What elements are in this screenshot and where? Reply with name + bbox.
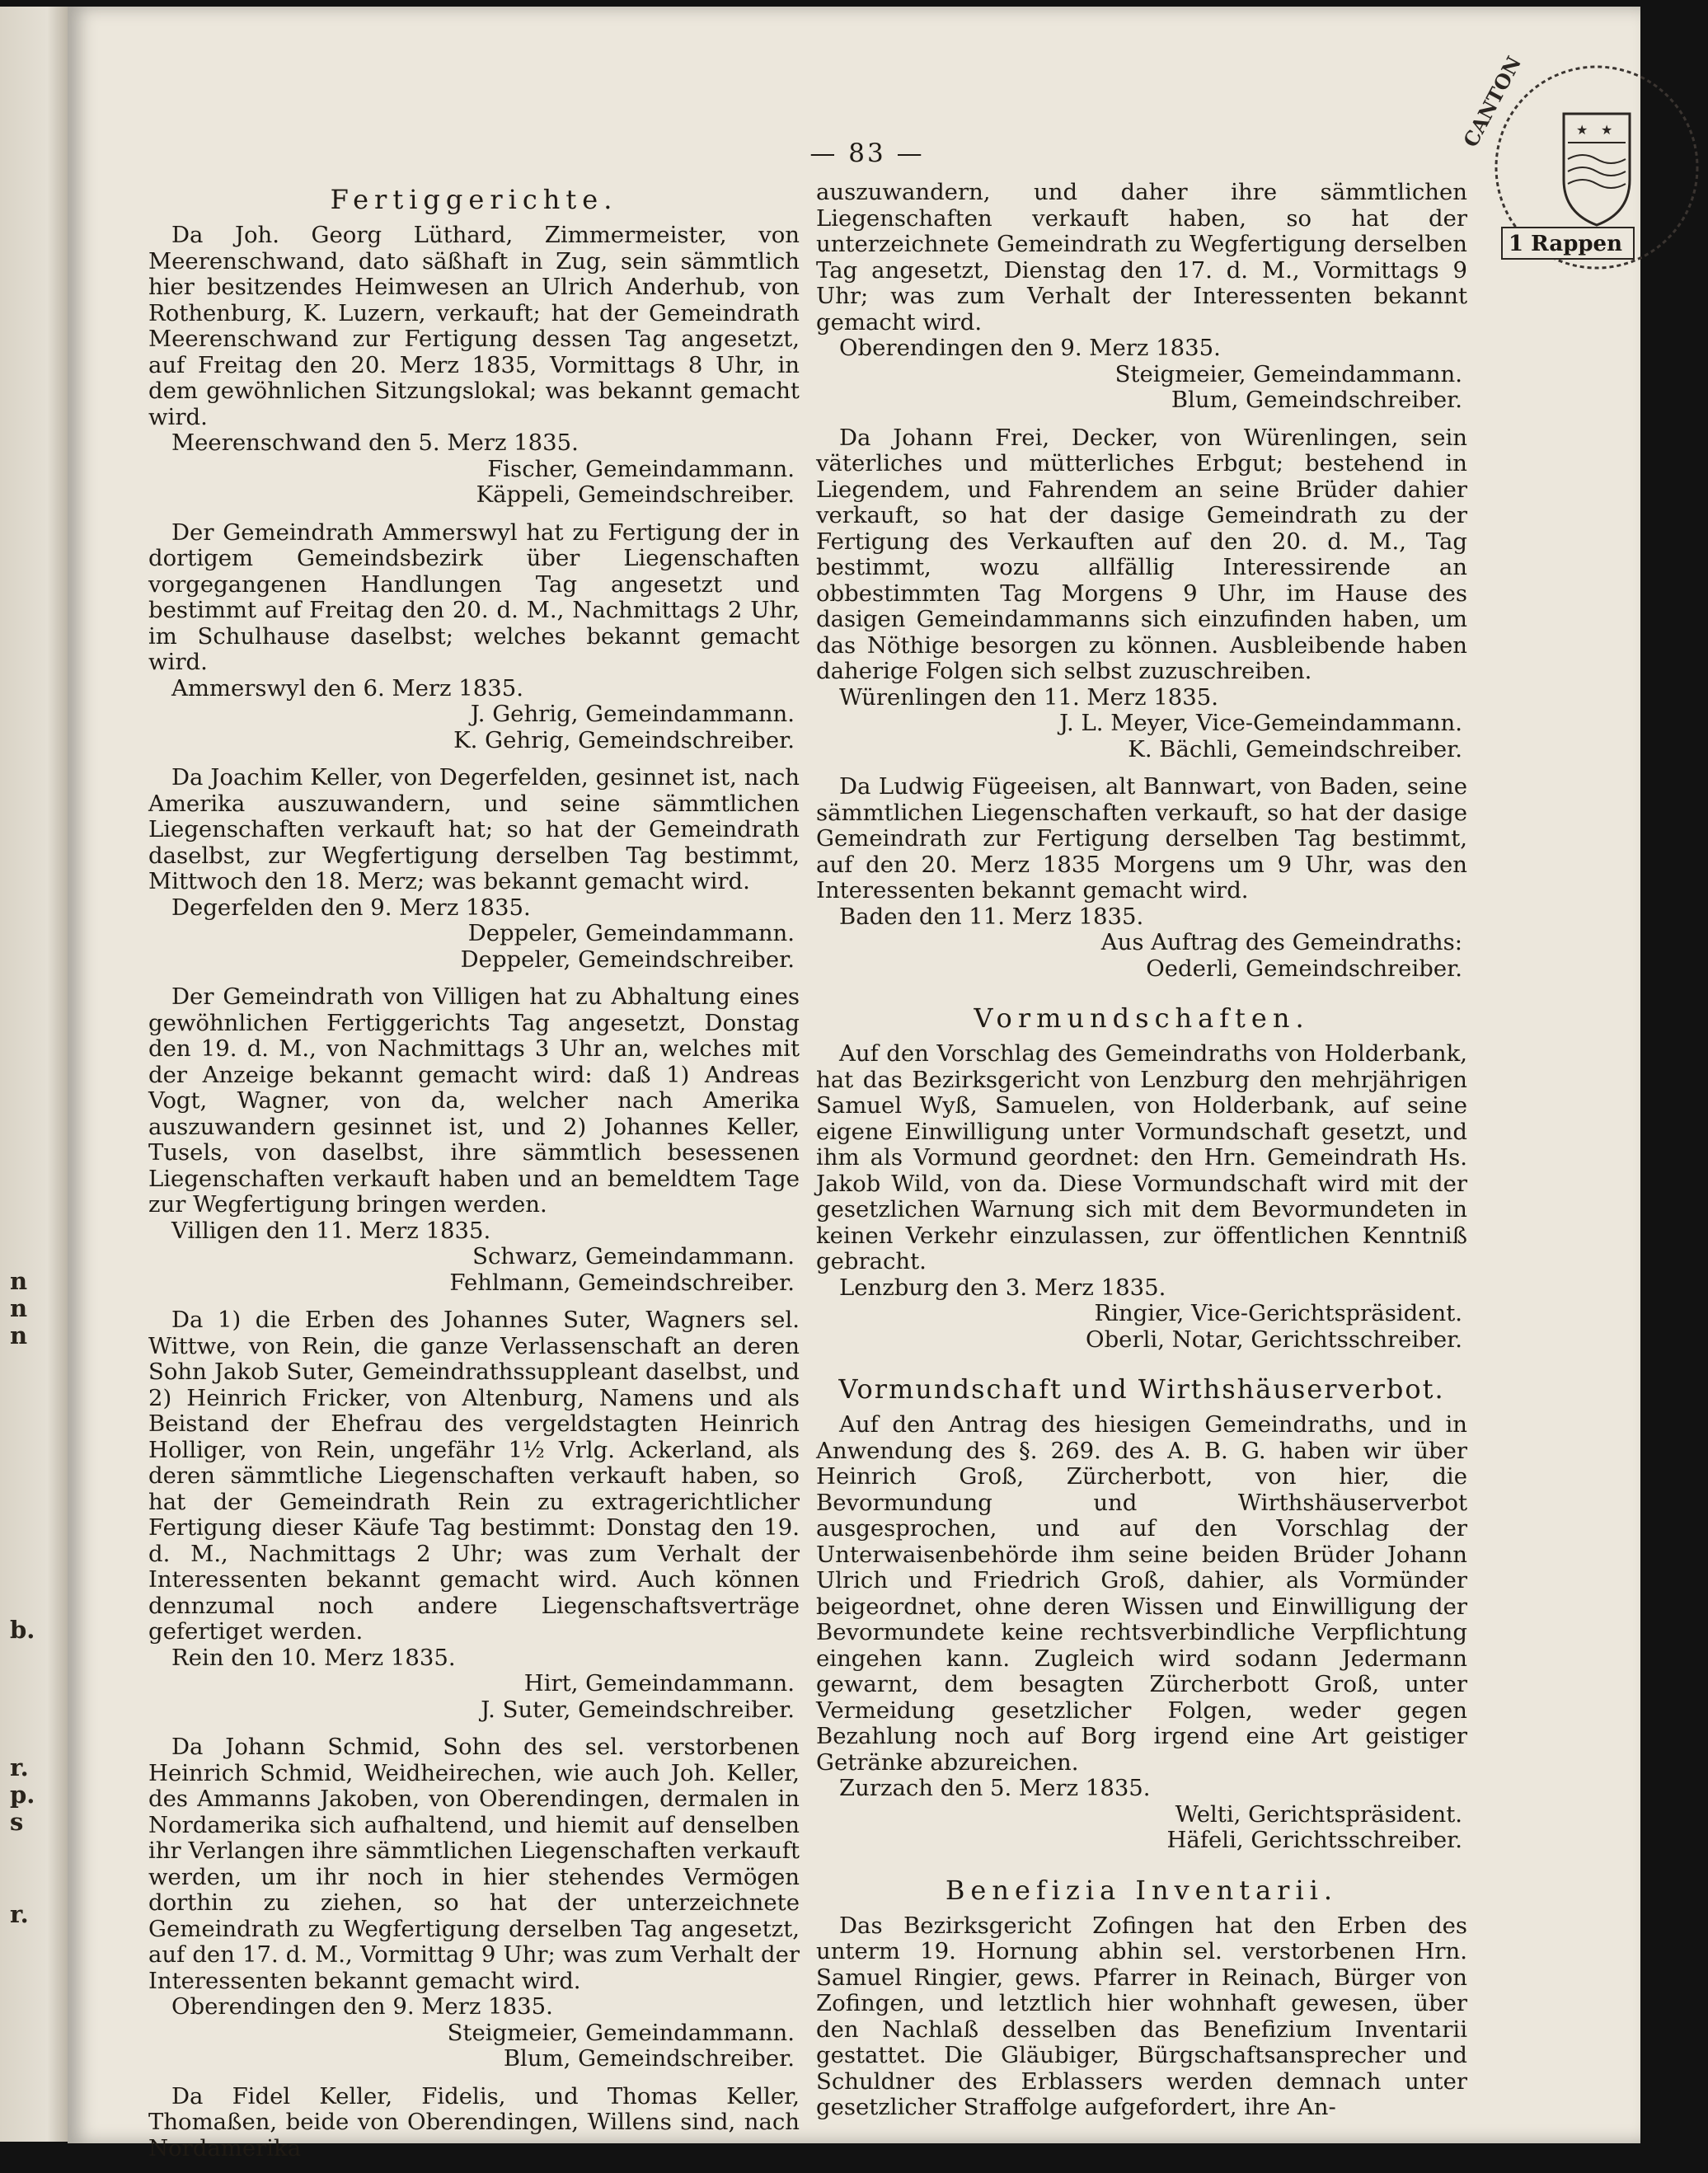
notice — [148, 520, 800, 754]
notice-place-date: Villigen den 11. Merz 1835. — [171, 1217, 491, 1244]
section-heading: Vormundschaften. — [974, 1002, 1310, 1034]
notice-text: Da Johann Schmid, Sohn des sel. verstorbenen Heinrich Schmid, Weidheirechen, wie auch Joh. Keller, des Ammanns Jakoben, von Oberendingen, dermalen in Nordamerika sich aufhaltend, und hiemit auf denselben ihr Verlangen ihre sämmtlichen Liegenschaften verkauft werden, um ihr noch in hier stehendes Vermögen dorthin zu ziehen, so hat der unterzeichnete Gemeindrath zu Wegfertigung derselben Tag angesetzt, auf den 17. d. M., Vormittag 9 Uhr; was zum Verhalt der Interessenten bekannt gemacht wird. — [148, 1734, 800, 1994]
signature: J. Suter, Gemeindschreiber. — [481, 1696, 795, 1723]
previous-page-edge — [0, 7, 68, 2142]
signature: Schwarz, Gemeindammann. — [472, 1243, 795, 1270]
notice-place-date: Ammerswyl den 6. Merz 1835. — [171, 674, 524, 702]
notice-place-date: Oberendingen den 9. Merz 1835. — [171, 1993, 553, 2020]
prev-page-fragment: n — [10, 1321, 28, 1349]
signature: Oberli, Notar, Gerichtsschreiber. — [1086, 1326, 1462, 1353]
signature: K. Gehrig, Gemeindschreiber. — [453, 726, 795, 753]
notice-text: Auf den Antrag des hiesigen Gemeindraths, und in Anwendung des §. 269. des A. B. G. haben wir über Heinrich Groß, Zürcherbott, von hier, die Bevormundung und Wirthshäuserverbot ausgesprochen, und auf den Vorschlag der Unterwaisenbehörde ihm seine beiden Brüder Johann Ulrich und Friedrich Groß, dahier, als Vormünder beigeordnet, ohne deren Wissen und Einwilligung der Bevormundete keine rechtsverbindliche Verpflichtung eingehen kann. Zugleich wird sodann Jedermann gewarnt, dem besagten Zürcherbott Groß, unter Vermeidung gesetzlicher Folgen, weder gegen Bezahlung noch auf Borg irgend eine Art geistiger Getränke abzureichen. — [816, 1411, 1467, 1776]
notice-place-date: Würenlingen den 11. Merz 1835. — [839, 683, 1218, 711]
notice-place-date: Rein den 10. Merz 1835. — [171, 1644, 456, 1671]
signature: Aus Auftrag des Gemeindraths: — [1100, 929, 1462, 955]
signature: Deppeler, Gemeindammann. — [467, 920, 795, 946]
prev-page-fragment: b. — [10, 1616, 35, 1644]
stamp-value-text: 1 Rappen — [1509, 232, 1622, 256]
stamp-top-text: CANTON — [1458, 52, 1527, 152]
notice-place-date: Degerfelden den 9. Merz 1835. — [171, 894, 531, 921]
signature: Häfeli, Gerichtsschreiber. — [1166, 1827, 1462, 1853]
notice-text: Da Joh. Georg Lüthard, Zimmermeister, von Meerenschwand, dato säßhaft in Zug, sein sämmtlich hier besitzendes Heimwesen an Ulrich Anderhub, von Rothenburg, K. Luzern, verkauft; hat der Gemeindrath Meerenschwand zur Fertigung dessen Tag angesetzt, auf Freitag den 20. Merz 1835, Vormittags 8 Uhr, in dem gewöhnlichen Sitzungslokal; was bekannt gemacht wird. — [148, 222, 800, 430]
prev-page-fragment: s — [10, 1808, 24, 1836]
signature: Deppeler, Gemeindschreiber. — [460, 946, 795, 973]
signature: K. Bächli, Gemeindschreiber. — [1128, 735, 1462, 763]
notice-text: Da Fidel Keller, Fidelis, und Thomas Keller, Thomaßen, beide von Oberendingen, Willens sind, nach Nordamerika — [148, 2082, 800, 2161]
notice-place-date: Zurzach den 5. Merz 1835. — [839, 1775, 1151, 1801]
section-heading: Fertiggerichte. — [330, 184, 618, 215]
section-heading: Vormundschaft und Wirthshäuserverbot. — [838, 1373, 1445, 1405]
prev-page-fragment: p. — [10, 1781, 35, 1809]
signature: Käppeli, Gemeindschreiber. — [476, 481, 795, 508]
signature: Ringier, Vice-Gerichtspräsident. — [1094, 1300, 1462, 1326]
notice-place-date: Oberendingen den 9. Merz 1835. — [839, 335, 1221, 361]
notice-text: Der Gemeindrath Ammerswyl hat zu Fertigung der in dortigem Gemeindsbezirk über Liegenschaften vorgegangenen Handlungen Tag angesetzt und bestimmt auf Freitag den 20. d. M., Nachmittags 2 Uhr, im Schulhause daselbst; welches bekannt gemacht wird. — [148, 519, 800, 675]
notice-text: Der Gemeindrath von Villigen hat zu Abhaltung eines gewöhnlichen Fertiggerichts Tag angesetzt, Donstag den 19. d. M., von Nachmittags 3 Uhr an, welches mit der Anzeige bekannt gemacht wird: daß 1) Andreas Vogt, Wagner, von da, welcher nach Amerika auszuwandern gesinnet ist, und 2) Johannes Keller, Tusels, von daselbst, ihre sämmtlich besessenen Liegenschaften verkauft haben und an bemeldtem Tage zur Wegfertigung bringen werden. — [148, 983, 800, 1218]
notice-place-date: Lenzburg den 3. Merz 1835. — [839, 1274, 1166, 1301]
svg-text:★: ★ — [1601, 122, 1613, 138]
notice — [816, 1913, 1467, 2121]
signature: Blum, Gemeindschreiber. — [1171, 387, 1462, 413]
signature: Steigmeier, Gemeindammann. — [447, 2019, 795, 2046]
section-heading: Benefizia Inventarii. — [945, 1874, 1339, 1906]
prev-page-fragment: r. — [10, 1900, 29, 1928]
signature: Oederli, Gemeindschreiber. — [1146, 955, 1462, 982]
notice-text: auszuwandern, und daher ihre sämmtlichen Liegenschaften verkauft haben, so hat der unterzeichnete Gemeindrath zu Wegfertigung derselben Tag angesetzt, Dienstag den 17. d. M., Vormittags 9 Uhr; was zum Verhalt der Interessenten bekannt gemacht wird. — [816, 179, 1467, 336]
notice-text: Da Ludwig Fügeeisen, alt Bannwart, von Baden, seine sämmtlichen Liegenschaften verkauft, so hat der dasige Gemeindrath zur Fertigung derselben Tag bestimmt, auf den 20. Merz 1835 Morgens um 9 Uhr, was den Interessenten bekannt gemacht wird. — [816, 773, 1467, 903]
signature: Welti, Gerichtspräsident. — [1175, 1800, 1462, 1828]
signature: Fischer, Gemeindammann. — [487, 455, 795, 482]
right-column — [816, 180, 1467, 2133]
notice — [148, 2084, 800, 2162]
notice-text: Da 1) die Erben des Johannes Suter, Wagners sel. Wittwe, von Rein, die ganze Verlassenschaft an deren Sohn Jakob Suter, Gemeindrathssuppleant daselbst, und 2) Heinrich Fricker, von Altenburg, Namens und als Beistand der Ehefrau des vergeldstagten Heinrich Holliger, von Rein, ungefähr 1½ Vrlg. Ackerland, als deren sämmtliche Liegenschaften verkauft haben, so hat der Gemeindrath Rein zu extragerichtlicher Fertigung dieser Käufe Tag bestimmt: Donstag den 19. d. M., Nachmittags 2 Uhr; was zum Verhalt der Interessenten bekannt gemacht wird. Auch können dennzumal noch andere Liegenschaftsverträge gefertiget werden. — [148, 1307, 800, 1645]
notice-place-date: Baden den 11. Merz 1835. — [839, 903, 1144, 930]
signature: Blum, Gemeindschreiber. — [503, 2045, 795, 2072]
notice — [816, 1412, 1467, 1854]
notice-place-date: Meerenschwand den 5. Merz 1835. — [171, 429, 579, 456]
notice-text: Das Bezirksgericht Zofingen hat den Erben des unterm 19. Hornung abhin sel. verstorbenen Hrn. Samuel Ringier, gews. Pfarrer in Reinach, Bürger von Zofingen, und letztlich hier wohnhaft gewesen, über den Nachlaß desselben das Benefizium Inventarii gestattet. Die Gläubiger, Bürgschaftsansprecher und Schuldner des Erblassers werden demnach unter gesetzlicher Straffolge aufgefordert, ihre An- — [816, 1912, 1467, 2120]
prev-page-fragment: n — [10, 1267, 28, 1295]
notice — [816, 774, 1467, 982]
page-number: — 83 — — [809, 138, 925, 168]
notice — [148, 1307, 800, 1723]
tax-stamp — [1458, 52, 1708, 279]
signature: Hirt, Gemeindammann. — [523, 1670, 795, 1697]
signature: J. L. Meyer, Vice-Gemeindammann. — [1059, 710, 1462, 736]
prev-page-fragment: r. — [10, 1753, 29, 1781]
notice-continuation — [816, 180, 1467, 414]
prev-page-fragment: n — [10, 1294, 28, 1322]
notice — [148, 765, 800, 973]
notice-text: Da Joachim Keller, von Degerfelden, gesinnet ist, nach Amerika auszuwandern, und seine sämmtlichen Liegenschaften verkauft hat; so hat der Gemeindrath daselbst, zur Wegfertigung derselben Tag bestimmt, Mittwoch den 18. Merz; was bekannt gemacht wird. — [148, 764, 800, 894]
notice-text: Auf den Vorschlag des Gemeindraths von Holderbank, hat das Bezirksgericht von Lenzburg den mehrjährigen Samuel Wyß, Samuelen, von Holderbank, auf seine eigene Einwilligung unter Vormundschaft gesetzt, und ihm als Vormund geordnet: den Hrn. Gemeindrath Hs. Jakob Wild, von da. Diese Vormundschaft wird mit der gesetzlichen Warnung sich mit dem Bevormundeten in keinen Verkehr einzulassen, zur öffentlichen Kenntniß gebracht. — [816, 1040, 1467, 1274]
signature: Fehlmann, Gemeindschreiber. — [449, 1269, 795, 1296]
notice — [816, 1041, 1467, 1353]
signature: J. Gehrig, Gemeindammann. — [470, 701, 795, 727]
notice-text: Da Johann Frei, Decker, von Würenlingen, sein väterliches und mütterliches Erbgut; bestehend in Liegendem, und Fahrendem an seine Brüder dahier verkauft, so hat der dasige Gemeindrath zu der Fertigung des Verkauften auf den 20. d. M., Tag bestimmt, wozu allfällig Interessirende an obbestimmten Tag Morgens 9 Uhr, im Hause des dasigen Gemeindammanns sich einzufinden haben, um das Nöthige besorgen zu können. Ausbleibende haben daherige Folgen sich selbst zuzuschreiben. — [816, 424, 1467, 684]
notice — [148, 1734, 800, 2072]
signature: Steigmeier, Gemeindammann. — [1114, 360, 1462, 387]
notice — [148, 223, 800, 509]
notice — [816, 425, 1467, 763]
svg-text:★: ★ — [1576, 122, 1588, 138]
left-column — [148, 180, 800, 2173]
stamp-star-icon — [1576, 122, 1612, 138]
notice — [148, 984, 800, 1296]
